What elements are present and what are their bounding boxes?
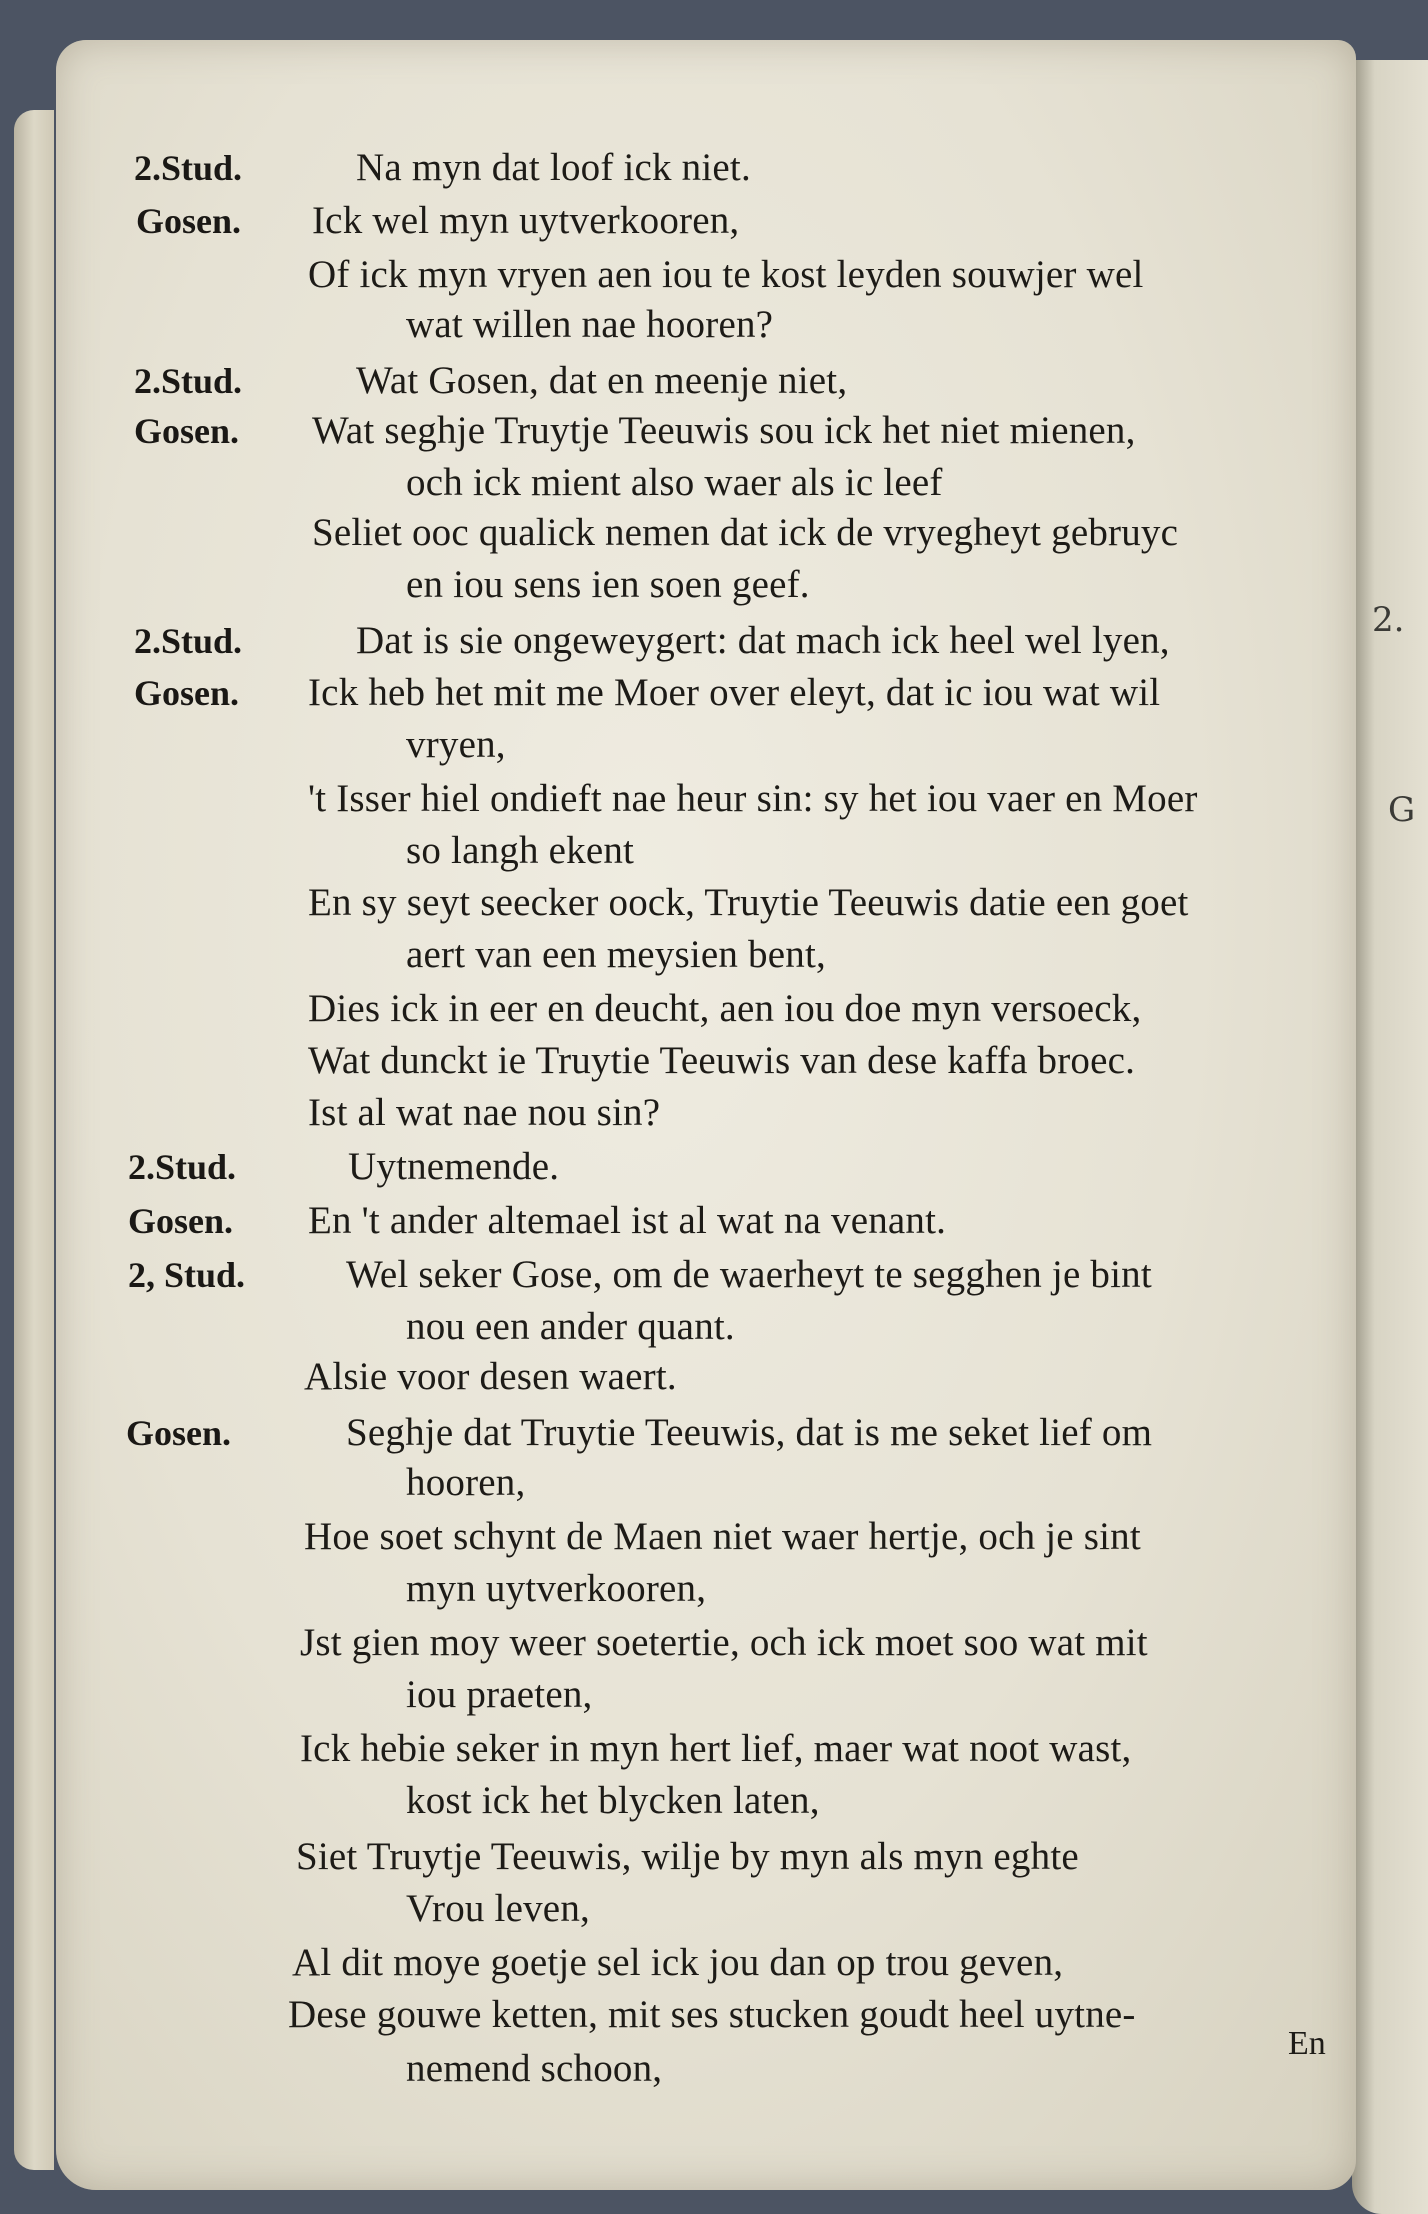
speaker-label: 2.Stud. (134, 621, 243, 661)
verse-line: En 't ander altemael ist al wat na venant. (308, 1199, 947, 1242)
verse-line: aert van een meysien bent, (406, 933, 826, 976)
verse-line: Siet Truytje Teeuwis, wilje by myn als myn eghte (296, 1835, 1079, 1878)
verse-line: hooren, (406, 1461, 526, 1504)
verse-line: wat willen nae hooren? (406, 303, 774, 346)
facing-page-edge (1352, 60, 1428, 2214)
speaker-label: 2, Stud. (128, 1255, 246, 1295)
verse-line: Dies ick in eer en deucht, aen iou doe myn versoeck, (308, 987, 1142, 1030)
verse-line: Hoe soet schynt de Maen niet waer hertje, och je sint (304, 1515, 1141, 1558)
verse-line: Seghje dat Truytie Teeuwis, dat is me seket lief om (346, 1411, 1153, 1454)
verse-line: Wat Gosen, dat en meenje niet, (356, 359, 848, 402)
verse-line: Al dit moye goetje sel ick jou dan op trou geven, (292, 1941, 1064, 1984)
verse-line: nemend schoon, (406, 2047, 663, 2090)
speaker-label: Gosen. (136, 201, 242, 241)
verse-line: Of ick myn vryen aen iou te kost leyden souwjer wel (308, 253, 1144, 296)
verse-line: vryen, (406, 723, 506, 766)
verse-line: Uytnemende. (348, 1145, 560, 1188)
speaker-label: Gosen. (126, 1413, 232, 1453)
verse-line: och ick mient also waer als ic leef (406, 461, 943, 504)
verse-line: so langh ekent (406, 829, 635, 872)
book-page (56, 40, 1356, 2190)
verse-line: Wat dunckt ie Truytie Teeuwis van dese kaffa broec. (308, 1039, 1136, 1082)
verse-line: Ick hebie seker in myn hert lief, maer wat noot wast, (300, 1727, 1132, 1770)
facing-page-fragment: G (1388, 790, 1416, 830)
verse-line: 't Isser hiel ondieft nae heur sin: sy het iou vaer en Moer (308, 777, 1198, 820)
verse-line: Dat is sie ongeweygert: dat mach ick heel wel lyen, (356, 619, 1170, 662)
verse-line: Vrou leven, (406, 1887, 590, 1930)
verse-line: Wat seghje Truytje Teeuwis sou ick het niet mienen, (312, 409, 1136, 452)
verse-line: myn uytverkooren, (406, 1567, 707, 1610)
verse-line: Dese gouwe ketten, mit ses stucken goudt heel uytne- (288, 1993, 1136, 2036)
verse-line: En sy seyt seecker oock, Truytie Teeuwis datie een goet (308, 881, 1189, 924)
verse-line: Na myn dat loof ick niet. (356, 146, 751, 189)
verse-line: nou een ander quant. (406, 1305, 735, 1348)
speaker-label: Gosen. (134, 411, 240, 451)
speaker-label: Gosen. (134, 673, 240, 713)
verse-line: Wel seker Gose, om de waerheyt te segghen je bint (346, 1253, 1152, 1296)
verse-line: Ick wel myn uytverkooren, (312, 199, 740, 242)
facing-page-fragment: 2. (1372, 600, 1405, 640)
verse-line: Seliet ooc qualick nemen dat ick de vryegheyt gebruyc (312, 511, 1179, 554)
verse-line: Alsie voor desen waert. (304, 1355, 677, 1398)
verse-line: Ick heb het mit me Moer over eleyt, dat ic iou wat wil (308, 671, 1161, 714)
verse-line: en iou sens ien soen geef. (406, 563, 810, 606)
speaker-label: 2.Stud. (128, 1147, 237, 1187)
speaker-label: Gosen. (128, 1201, 234, 1241)
verse-line: Jst gien moy weer soetertie, och ick moet soo wat mit (300, 1621, 1148, 1664)
speaker-label: 2.Stud. (134, 148, 243, 188)
verse-line: kost ick het blycken laten, (406, 1779, 820, 1822)
verse-line: iou praeten, (406, 1673, 593, 1716)
catchword: En (1288, 2025, 1326, 2062)
speaker-label: 2.Stud. (134, 361, 243, 401)
book-edge (14, 110, 54, 2170)
verse-line: Ist al wat nae nou sin? (308, 1091, 661, 1134)
